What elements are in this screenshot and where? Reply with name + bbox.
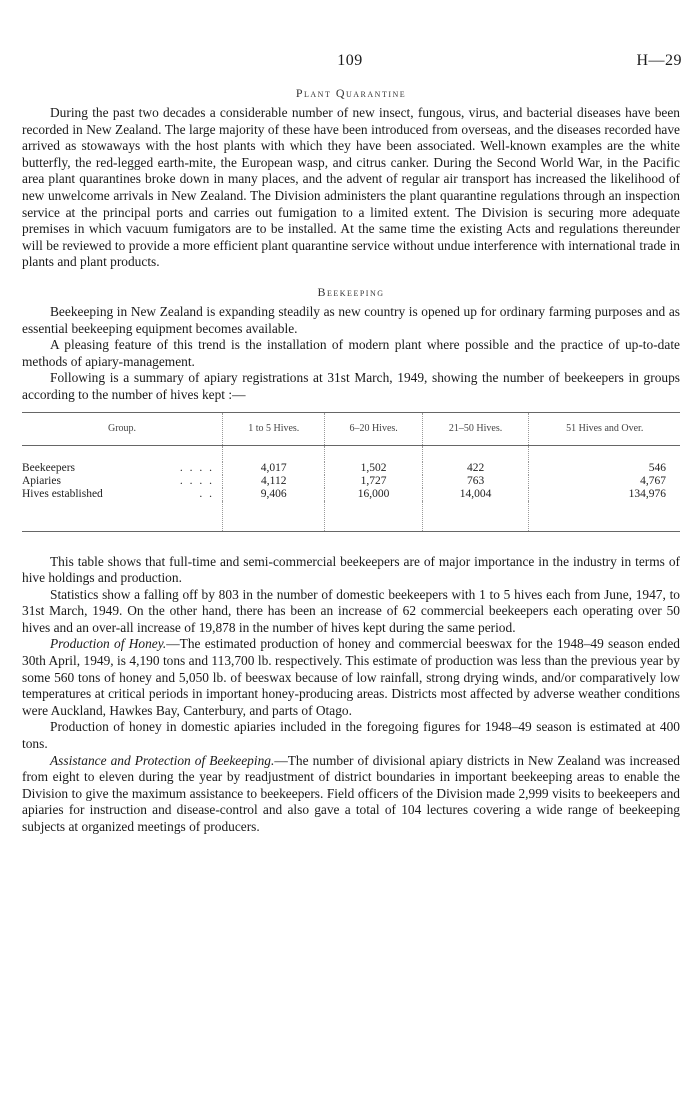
beekeeping-paragraph-7: Production of honey in domestic apiaries included in the foregoing figures for 1948–49 season is estimated at 400 tons. (22, 719, 680, 752)
beekeeping-paragraph-1: Beekeeping in New Zealand is expanding steadily as new country is opened up for ordinary farming purposes and as essential beekeeping equipment becomes available. (22, 303, 680, 336)
column-header-group: Group. (22, 412, 223, 445)
table-spacer-row (22, 501, 680, 532)
section-heading-plant-quarantine: Plant Quarantine (295, 86, 407, 100)
runin-heading-assistance: Assistance and Protection of Beekeeping. (50, 752, 275, 768)
production-of-honey-text: —The estimated production of honey and commercial beeswax for the 1948–49 season ended 30th April, 1949, is 4,190 tons and 113,700 lb. respectively. This estimate of production was less than the previous year by some 560 tons of honey and 5,050 lb. of beeswax because of low rainfall, strong drying winds, and/or comparatively low temperatures at critical periods in important honey-producing areas. Districts most affected by adverse weather conditions were Auckland, Hawkes Bay, Canterbury, and parts of Otago. (22, 636, 680, 718)
table-cell: 9,406 (223, 488, 325, 501)
table-cell: 546 (529, 462, 680, 475)
table-cell: 134,976 (529, 488, 680, 501)
table-cell: 4,767 (529, 475, 680, 488)
apiary-registrations-table (22, 412, 680, 532)
table-cell: 422 (422, 462, 529, 475)
beekeeping-paragraph-4: This table shows that full-time and semi-commercial beekeepers are of major importance in the industry in terms of hive holdings and production. (22, 553, 680, 586)
page-content (22, 86, 680, 836)
beekeeping-section (22, 285, 680, 836)
table-cell: 4,017 (223, 462, 325, 475)
row-label: Beekeepers (22, 461, 75, 474)
series-reference: H—29 (636, 52, 682, 69)
row-label: Apiaries (22, 474, 61, 487)
table-cell: 16,000 (325, 488, 422, 501)
leader-dots: . . (199, 487, 214, 500)
assistance-paragraph (22, 753, 680, 836)
beekeeping-paragraph-5: Statistics show a falling off by 803 in the number of domestic beekeepers with 1 to 5 hives each from June, 1947, to 31st March, 1949. On the other hand, there has been an increase of 62 commercial beekeepers each operating over 50 hives and an over-all increase of 19,878 in the number of hives kept during the same period. (22, 586, 680, 635)
column-header-6-20: 6–20 Hives. (325, 412, 422, 445)
production-of-honey-paragraph (22, 636, 680, 719)
page-header (0, 52, 700, 72)
row-label: Hives established (22, 487, 103, 500)
table-row (22, 488, 680, 501)
plant-quarantine-paragraph: During the past two decades a considerable number of new insect, fungous, virus, and bacterial diseases have been recorded in New Zealand. The large majority of these have been introduced from overseas, and the diseases recorded have arrived as stowaways with the host plants with which they have been associated. Well-known examples are the white butterfly, the red-legged earth-mite, the European wasp, and citrus canker. During the Second World War, in the Pacific area plant quarantines broke down in many places, and the advent of regular air transport has increased the likelihood of new unwelcome arrivals in New Zealand. The Division administers the plant quarantine regulations through an inspection service at the principal ports and carries out fumigation to a limited extent. The Division is securing more adequate premises in which vacuum fumigators are to be installed. At the same time the existing Acts and regulations thereunder will be reviewed to provide a more efficient plant quarantine service without undue interference with international trade in plants and plant products. (22, 105, 680, 270)
table-cell: 1,727 (325, 475, 422, 488)
table-spacer-row (22, 445, 680, 462)
table-cell: 763 (422, 475, 529, 488)
beekeeping-paragraph-2: A pleasing feature of this trend is the installation of modern plant where possible and the practice of up-to-date methods of apiary-management. (22, 337, 680, 369)
leader-dots: . . . . (179, 461, 214, 474)
plant-quarantine-section (22, 86, 680, 271)
beekeeping-paragraph-3: Following is a summary of apiary registrations at 31st March, 1949, showing the number of beekeepers in groups according to the number of hives kept :— (22, 370, 680, 402)
table-row (22, 475, 680, 488)
runin-heading-production-of-honey: Production of Honey. (50, 636, 167, 652)
post-table-text (22, 554, 680, 836)
assistance-text: —The number of divisional apiary districts in New Zealand was increased from eight to eleven during the year by readjustment of district boundaries in important beekeeping areas to enable the Division to give the maximum assistance to beekeepers. Field officers of the Division made 2,999 visits to beekeepers and apiaries for instruction and disease-control and also gave a total of 104 lectures covering a wide range of beekeeping subjects at organized meetings of producers. (22, 752, 680, 834)
table-cell: 1,502 (325, 462, 422, 475)
section-heading-beekeeping: Beekeeping (317, 284, 385, 299)
column-header-1-to-5: 1 to 5 Hives. (223, 412, 325, 445)
table-header-row (22, 412, 680, 445)
table-cell: 4,112 (223, 475, 325, 488)
leader-dots: . . . . (179, 474, 214, 487)
column-header-51-over: 51 Hives and Over. (529, 412, 680, 445)
column-header-21-50: 21–50 Hives. (422, 412, 529, 445)
table-cell: 14,004 (422, 488, 529, 501)
table-row (22, 462, 680, 475)
page-number: 109 (337, 52, 363, 69)
